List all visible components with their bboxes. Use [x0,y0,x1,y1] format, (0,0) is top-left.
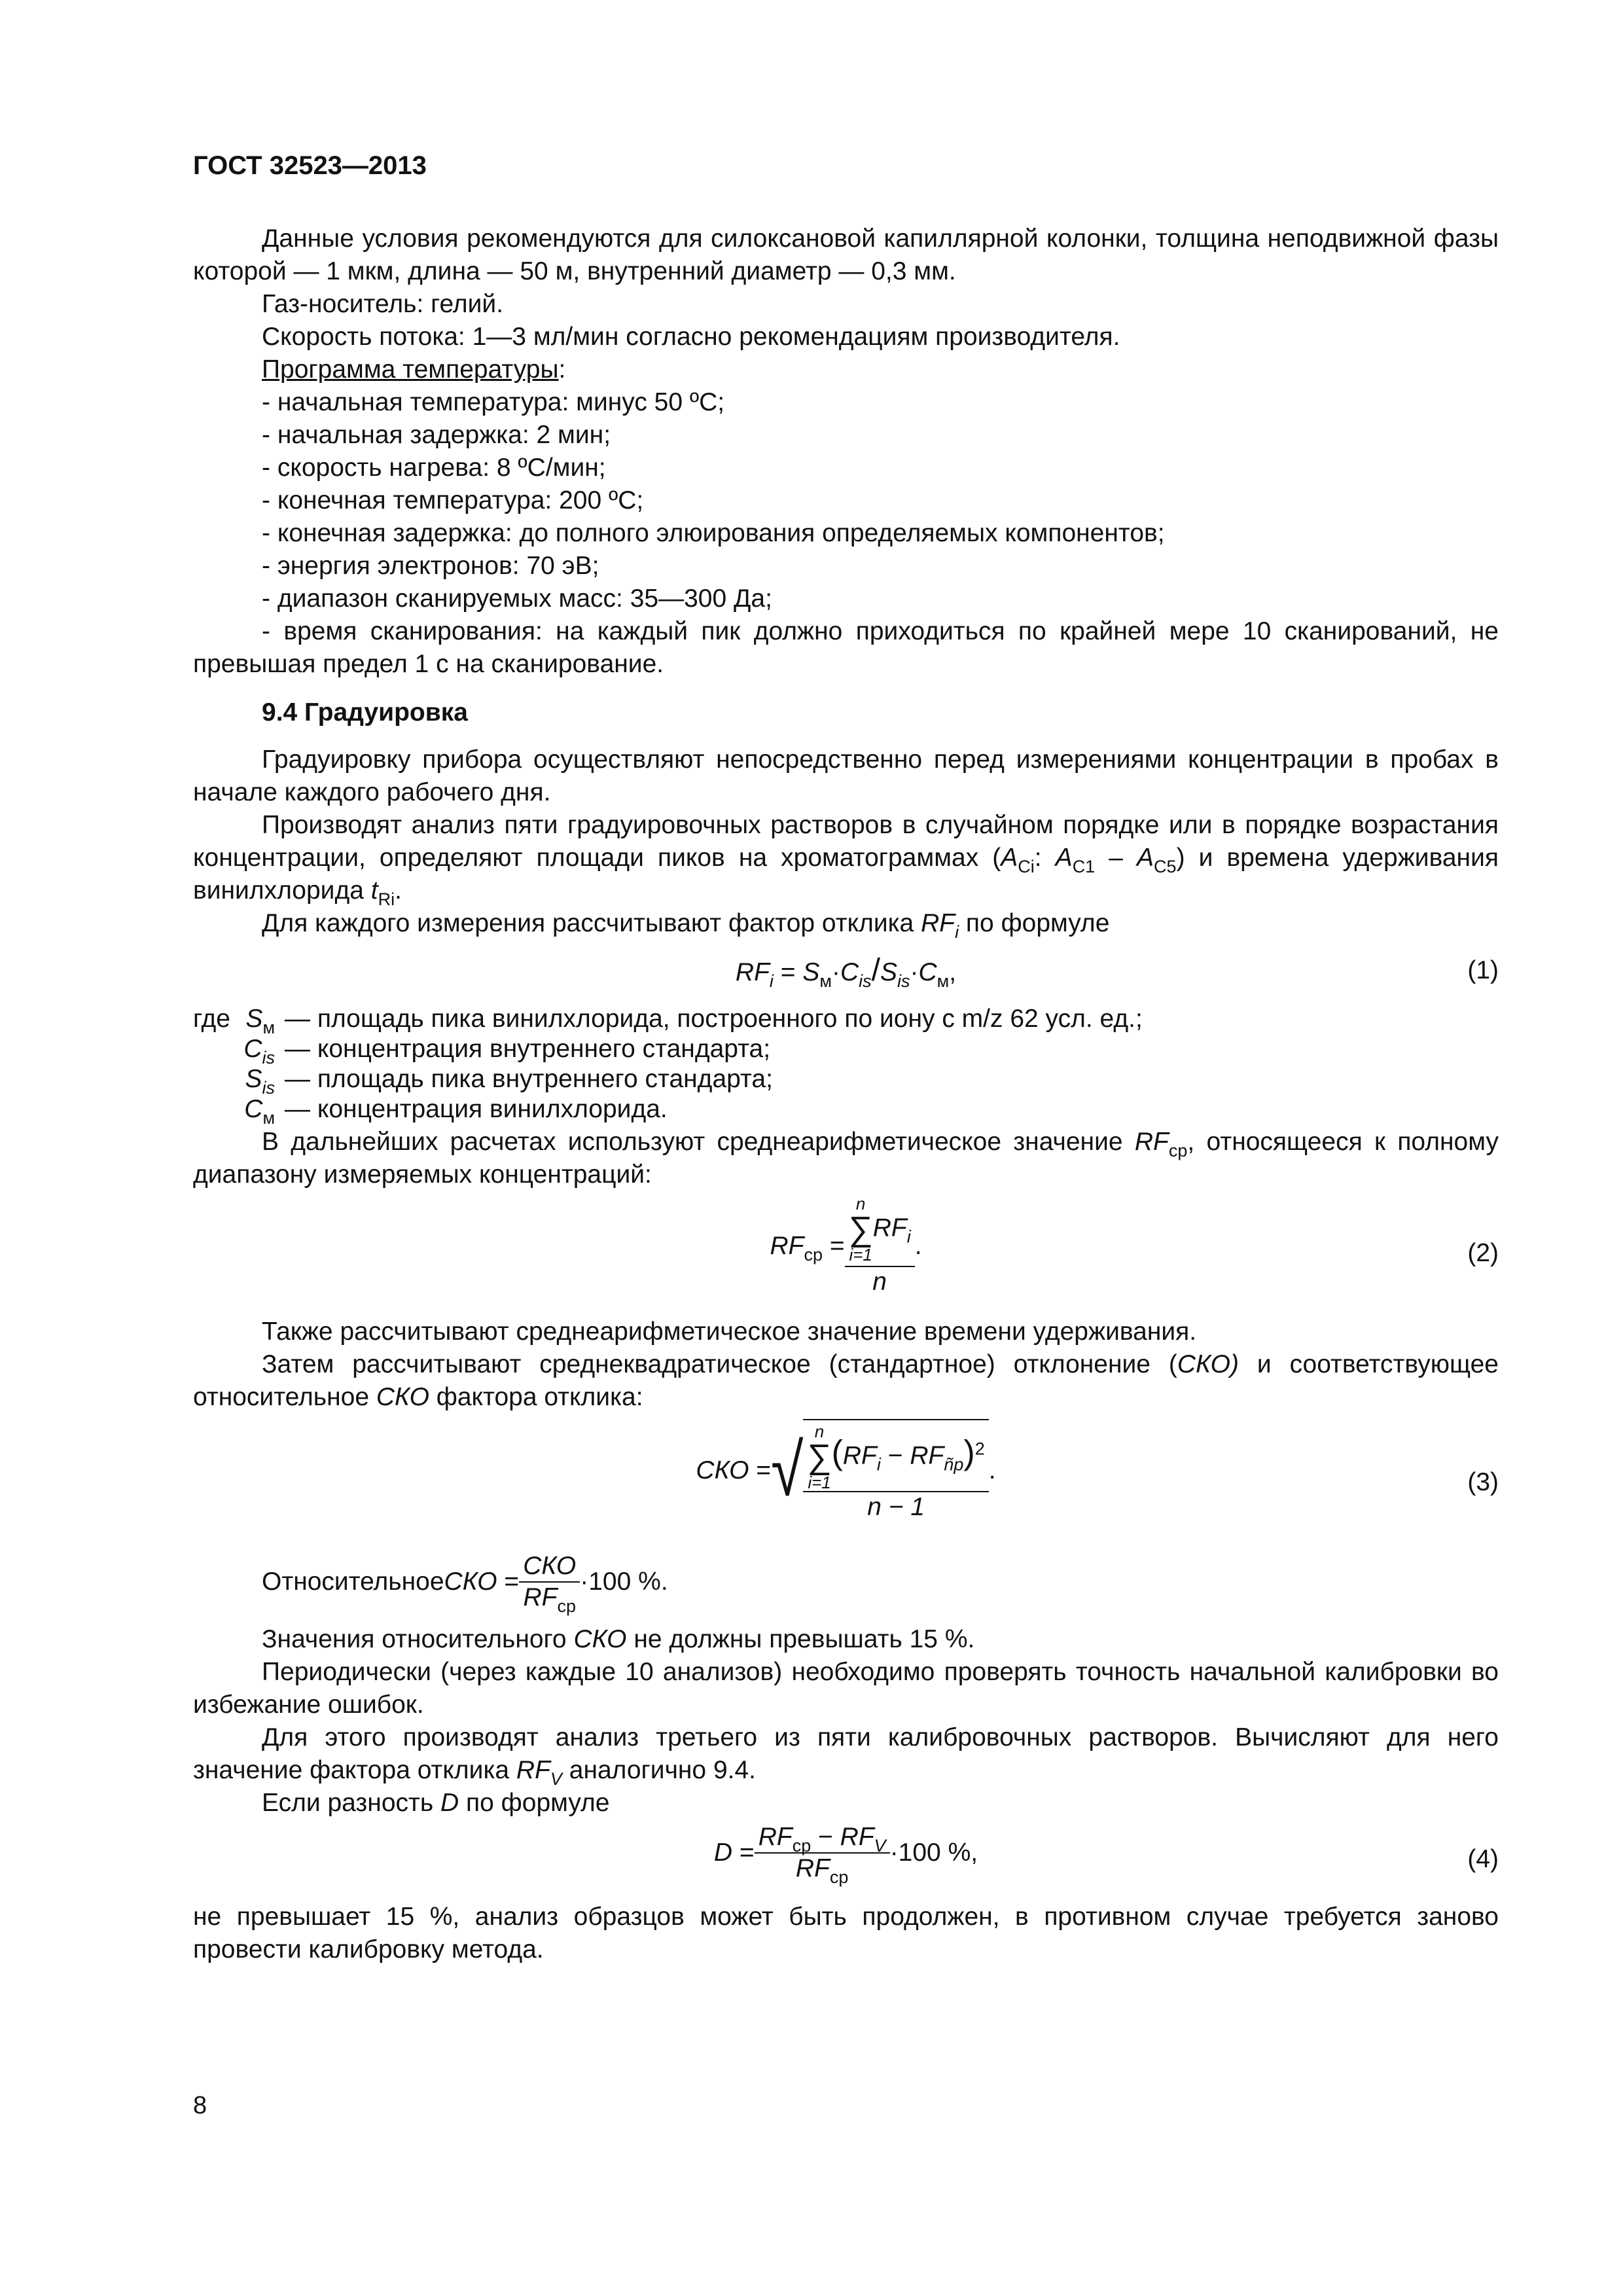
equation-4-formula: D = $\frac{RF_{ср} - RF_V}{RF_{ср}}$ ·100 %, [713,1823,978,1887]
paragraph-program-label: Программа температуры: [262,355,566,384]
paragraph-carrier-gas: Газ-носитель: гелий. [262,290,504,318]
list-item: - конечная температура: 200 ºС; [262,486,644,514]
paragraph-difference: Если разность D по формуле [262,1789,610,1817]
paragraph-flow-rate: Скорость потока: 1—3 мл/мин согласно рекомендациям производителя. [262,323,1120,351]
equation-3 [193,1414,1499,1551]
paragraph-mean-retention: Также рассчитывают среднеарифметическое значение времени удерживания. [262,1318,1197,1346]
paragraph-mean-rf: В дальнейших расчетах используют среднеарифметическое значение $RF_{ср}$, относящееся к полному диапазону измеряемых концентраций: [193,1128,1499,1189]
list-item: - диапазон сканируемых масс: 35—300 Да; [262,584,772,613]
list-item: - время сканирования: на каждый пик должно приходиться по крайней мере 10 сканирований, не превышая предел 1 с на сканирование. [193,617,1499,678]
equation-4-number: (4) [1467,1845,1499,1873]
equation-3-formula: СКО =√ n ∑ i=1 $(RF_i - RF_{ñр})^2$ n − 1 . [193,1419,1499,1522]
sqrt-sign: √ [771,1429,804,1512]
relative-sko-formula: ОтносительноеСКО = $\frac{\text{СКО}}{RF_{ср}}$ ·100 %. [262,1552,668,1616]
equation-3-number: (3) [1467,1468,1499,1496]
equation-1 [193,940,1499,1003]
list-item: - начальная температура: минус 50 ºС; [262,388,725,416]
equation-4 [193,1820,1499,1901]
section-title: 9.4 Градуировка [262,698,468,726]
paragraph-third-solution: Для этого производят анализ третьего из пяти калибровочных растворов. Вычисляют для него значение фактора отклика $RF_V$ аналогично 9.4. [193,1723,1499,1789]
list-item: - скорость нагрева: 8 ºС/мин; [262,454,606,482]
paragraph-std-deviation: Затем рассчитывают среднеквадратическое (стандартное) отклонение (СКО) и соответствующее относительное СКО фактора отклика: [193,1350,1499,1411]
equation-1-number: (1) [1467,956,1499,984]
equation-2-number: (2) [1467,1239,1499,1267]
document-header: ГОСТ 32523—2013 [193,151,427,180]
paragraph-calibration-timing: Градуировку прибора осуществляют непосредственно перед измерениями концентрации в пробах в начале каждого рабочего дня. [193,745,1499,806]
symbol-legend: где $S_м$ — площадь пика винилхлорида, построенного по иону с m/z 62 усл. ед.; $C_{is}$ — концентрация внутреннего стандарта; $S_{is}$ — площадь пика внутреннего стандарта; $C_м$ — концентрация винилхлорида. [193,1005,1143,1128]
paragraph-threshold: Значения относительного СКО не должны превышать 15 %. [262,1625,975,1653]
list-item: - энергия электронов: 70 эВ; [262,552,599,580]
paragraph-calibration-procedure: Производят анализ пяти градуировочных растворов в случайном порядке или в порядке возрастания концентрации, определяют площади пиков на хроматограммах ($A_{Ci}$: $A_{C1} - A_{C5}$) и времена удерживания винилхлорида $t_{Ri}$. [193,811,1499,909]
paragraph-conditions: Данные условия рекомендуются для силоксановой капиллярной колонки, толщина неподвижной фазы которой — 1 мкм, длина — 50 м, внутренний диаметр — 0,3 мм. [193,224,1499,285]
paragraph-response-factor-intro: Для каждого измерения рассчитывают фактор отклика $RF_i$ по формуле [262,909,1110,942]
page-number: 8 [193,2092,207,2119]
equation-2 [193,1191,1499,1316]
list-item: - конечная задержка: до полного элюирования определяемых компонентов; [262,519,1165,547]
document-body [193,223,1499,1966]
paragraph-conclusion: не превышает 15 %, анализ образцов может быть продолжен, в противном случае требуется заново провести калибровку метода. [193,1903,1499,1964]
list-item: - начальная задержка: 2 мин; [262,421,611,449]
equation-1-formula: $RF_i = S_м\cdot C_{is}/S_{is}\cdot C_м$, [735,953,957,991]
equation-2-formula: $RF_{ср}$ = n ∑ i=1 $RF_i$ n . [770,1194,922,1296]
paragraph-periodic-check: Периодически (через каждые 10 анализов) необходимо проверять точность начальной калибровки во избежание ошибок. [193,1658,1499,1719]
